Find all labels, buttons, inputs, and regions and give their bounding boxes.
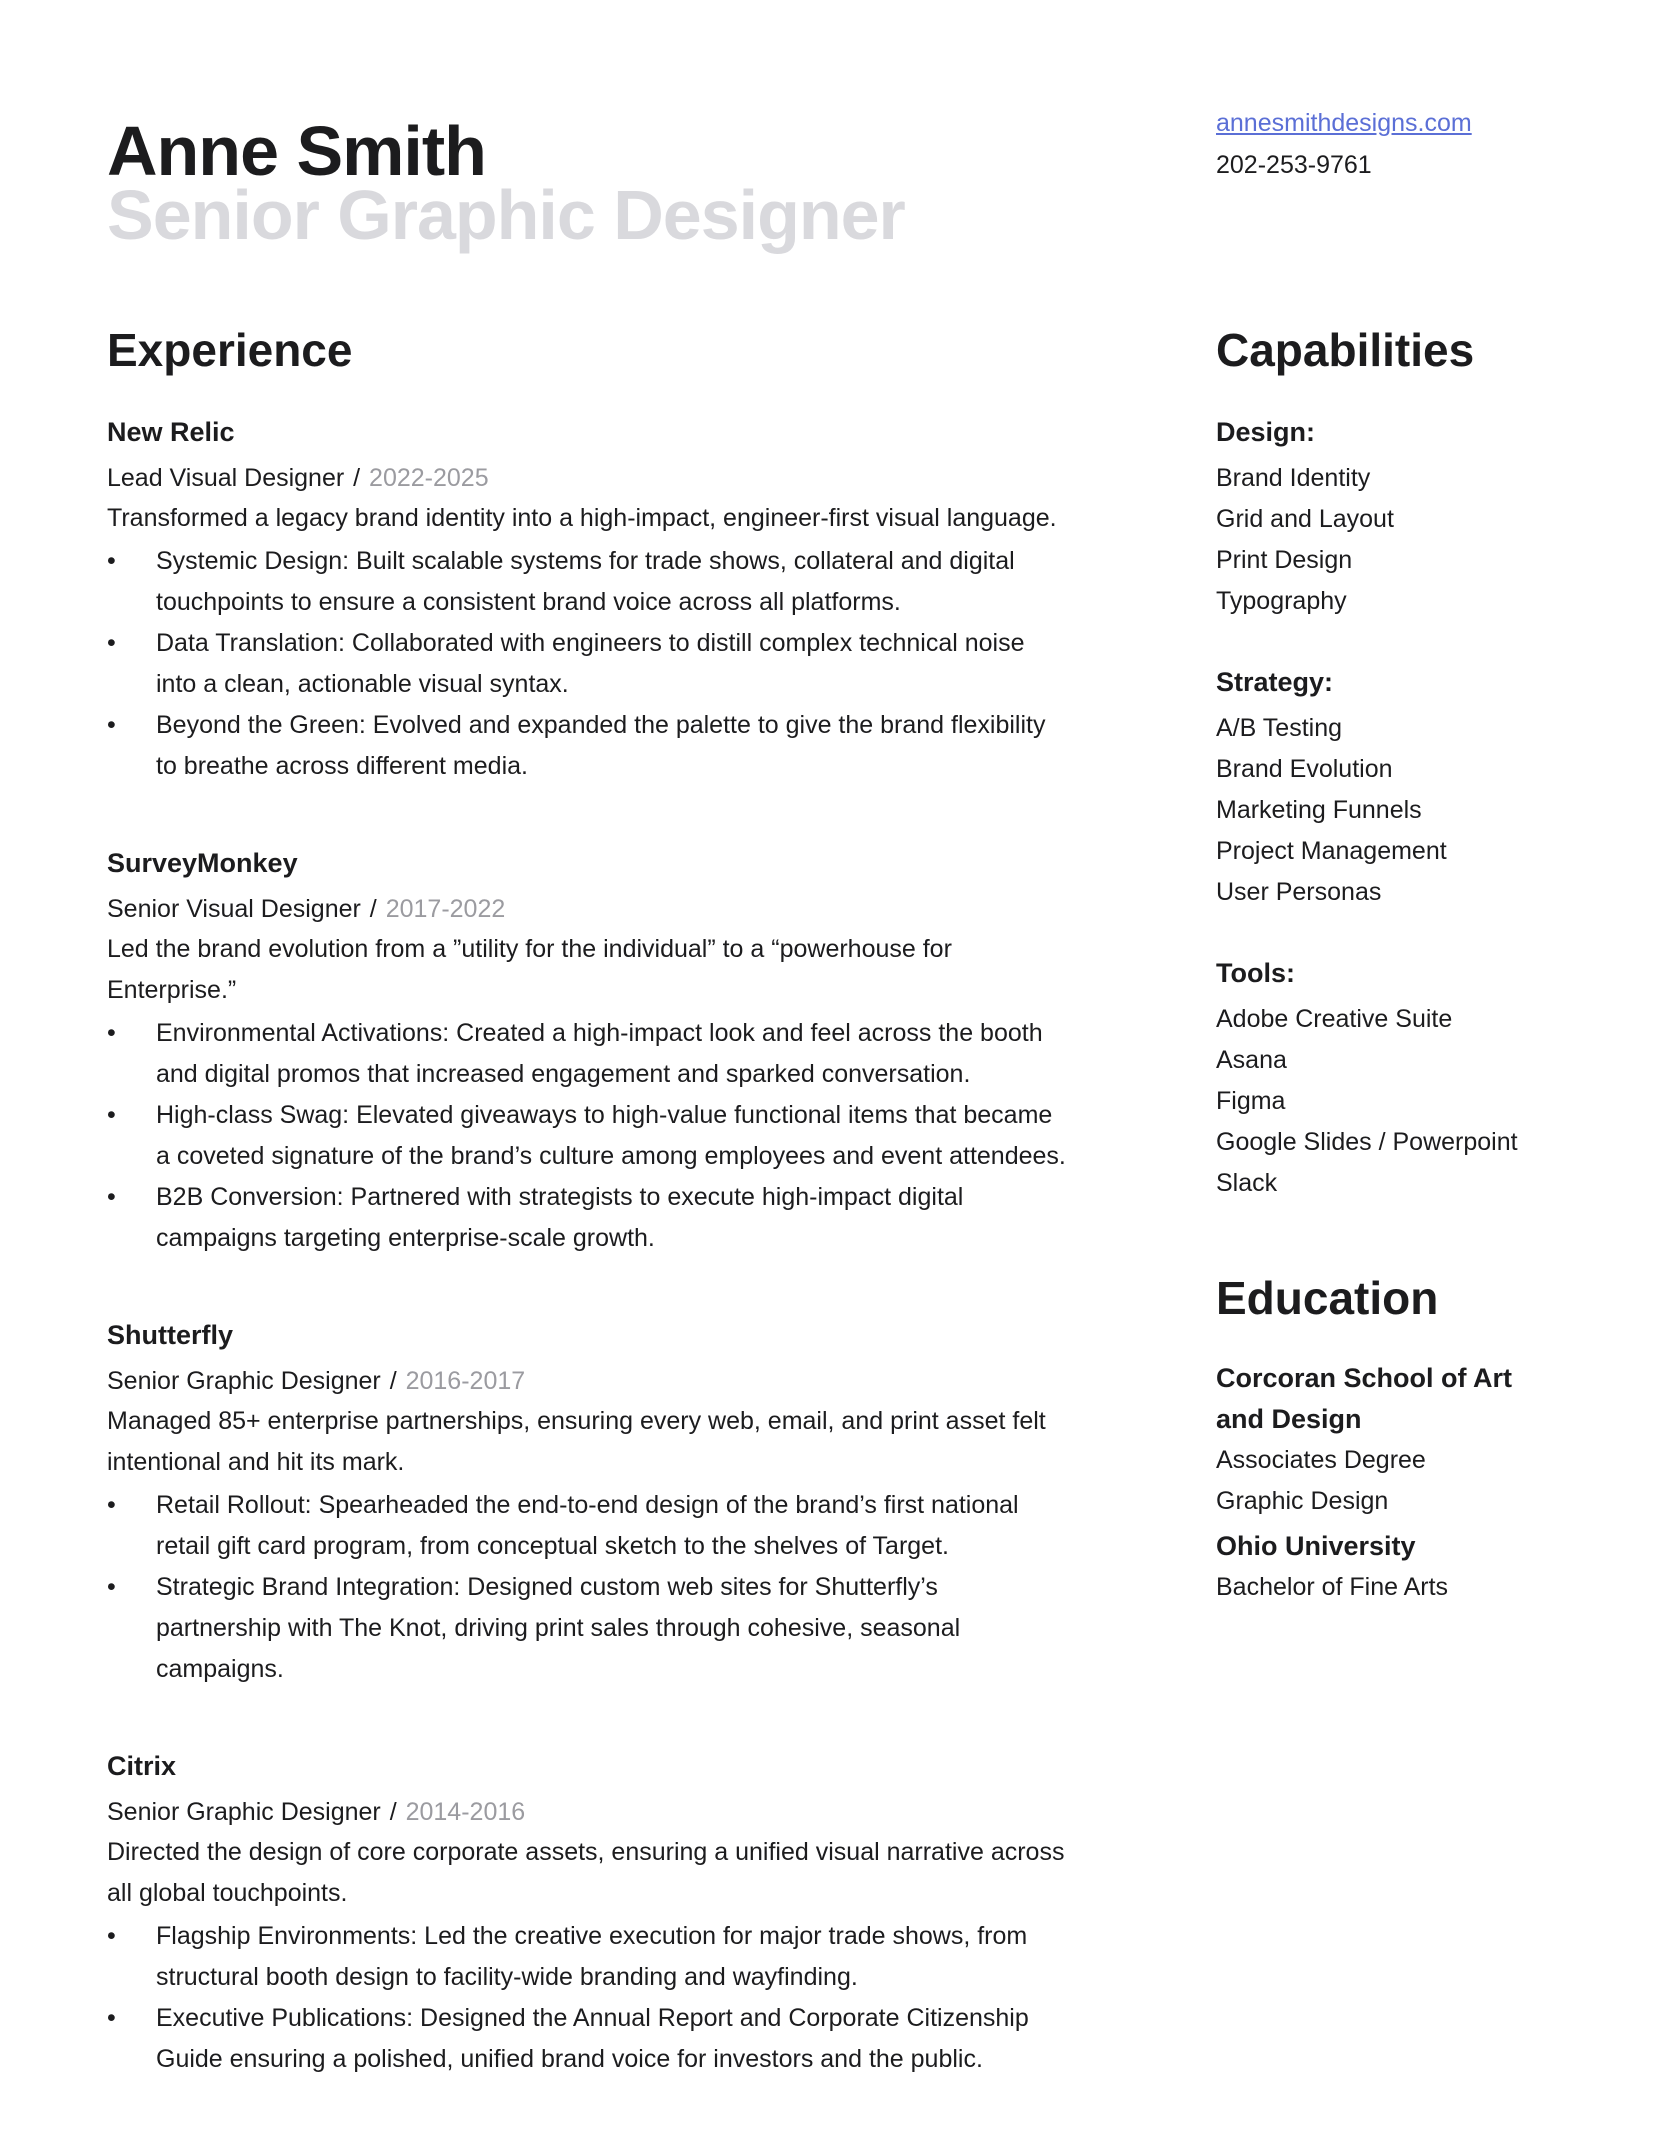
phone-number: 202-253-9761 [1216, 151, 1372, 179]
capability-item: A/B Testing [1216, 714, 1343, 742]
job-bullet [107, 1095, 1067, 1177]
job-role-line [107, 458, 1067, 498]
job-role-line [107, 889, 1067, 929]
job-years: 2022-2025 [369, 464, 489, 492]
job-role-line [107, 1792, 1067, 1832]
capability-item: Typography [1216, 587, 1347, 615]
job-entry [107, 412, 1067, 787]
bullet-text: Systemic Design: Built scalable systems for trade shows, collateral and digital touchpoints to ensure a consistent brand voice across all platforms. [156, 547, 1015, 616]
capability-group-label: Tools: [1216, 958, 1295, 988]
experience-heading: Experience [107, 324, 353, 376]
job-entry [107, 1315, 1067, 1690]
role-separator: / [346, 464, 368, 492]
education-entry [1216, 1358, 1516, 1522]
capability-group [1216, 412, 1616, 622]
sidebar-column [1216, 320, 1616, 1608]
job-role: Senior Graphic Designer [107, 1798, 381, 1826]
bullet-text: Executive Publications: Designed the Annual Report and Corporate Citizenship Guide ensuring a polished, unified brand voice for investors and the public. [156, 2004, 1029, 2073]
capability-group-label: Design: [1216, 417, 1316, 447]
bullet-dot: • [107, 1491, 116, 1519]
job-role-line [107, 1361, 1067, 1401]
bullet-text: Strategic Brand Integration: Designed custom web sites for Shutterfly’s partnership with The Knot, driving print sales through cohesive, seasonal campaigns. [156, 1573, 961, 1683]
job-bullet [107, 1916, 1067, 1998]
bullet-text: Environmental Activations: Created a high-impact look and feel across the booth and digital promos that increased engagement and sparked conversation. [156, 1019, 1043, 1088]
job-years: 2016-2017 [405, 1367, 526, 1395]
capability-item: Adobe Creative Suite [1216, 1005, 1453, 1033]
bullet-text: B2B Conversion: Partnered with strategists to execute high-impact digital campaigns targeting enterprise-scale growth. [156, 1183, 964, 1252]
job-years: 2017-2022 [385, 895, 506, 923]
bullet-text: Data Translation: Collaborated with engineers to distill complex technical noise into a clean, actionable visual syntax. [156, 629, 1025, 698]
job-summary: Managed 85+ enterprise partnerships, ensuring every web, email, and print asset felt intentional and hit its mark. [107, 1407, 1046, 1476]
job-bullet [107, 1485, 1067, 1567]
job-years: 2014-2016 [405, 1798, 526, 1826]
capability-list [1216, 999, 1616, 1204]
capability-group-label: Strategy: [1216, 667, 1334, 697]
bullet-dot: • [107, 1922, 116, 1950]
job-entry [107, 1746, 1067, 2080]
capability-list [1216, 708, 1616, 913]
job-summary: Transformed a legacy brand identity into a high-impact, engineer-first visual language. [107, 504, 1057, 532]
school-name: Ohio University [1216, 1531, 1416, 1561]
capability-group [1216, 662, 1616, 913]
bullet-dot: • [107, 1101, 116, 1129]
capability-item: Brand Identity [1216, 464, 1371, 492]
degree-line: Associates Degree [1216, 1446, 1426, 1474]
bullet-dot: • [107, 2004, 116, 2032]
bullet-dot: • [107, 1183, 116, 1211]
job-company: Citrix [107, 1751, 177, 1781]
job-summary: Directed the design of core corporate assets, ensuring a unified visual narrative across all global touchpoints. [107, 1838, 1065, 1907]
capability-item: Asana [1216, 1046, 1287, 1074]
job-role: Senior Graphic Designer [107, 1367, 381, 1395]
job-bullet [107, 1998, 1067, 2080]
capability-item: Grid and Layout [1216, 505, 1394, 533]
bullet-dot: • [107, 1573, 116, 1601]
bullet-dot: • [107, 629, 116, 657]
capability-list [1216, 458, 1616, 622]
job-company: New Relic [107, 417, 235, 447]
job-bullets [107, 1916, 1067, 2080]
person-title: Senior Graphic Designer [107, 176, 905, 254]
degree-line: Bachelor of Fine Arts [1216, 1573, 1449, 1601]
job-bullet [107, 541, 1067, 623]
bullet-text: High-class Swag: Elevated giveaways to high-value functional items that became a coveted signature of the brand’s culture among employees and event attendees. [156, 1101, 1066, 1170]
job-entry [107, 843, 1067, 1259]
bullet-dot: • [107, 1019, 116, 1047]
capability-item: Slack [1216, 1169, 1278, 1197]
job-company: Shutterfly [107, 1320, 234, 1350]
job-company: SurveyMonkey [107, 848, 298, 878]
role-separator: / [382, 1798, 404, 1826]
person-name: Anne Smith [107, 112, 486, 190]
bullet-text: Flagship Environments: Led the creative execution for major trade shows, from structural booth design to facility-wide branding and wayfinding. [156, 1922, 1028, 1991]
job-bullet [107, 705, 1067, 787]
capability-item: Brand Evolution [1216, 755, 1393, 783]
job-bullet [107, 1177, 1067, 1259]
website-link[interactable]: annesmithdesigns.com [1216, 109, 1472, 137]
education-heading: Education [1216, 1272, 1439, 1324]
bullet-dot: • [107, 547, 116, 575]
job-bullets [107, 1013, 1067, 1259]
job-bullets [107, 541, 1067, 787]
bullet-text: Beyond the Green: Evolved and expanded the palette to give the brand flexibility to breathe across different media. [156, 711, 1046, 780]
contact-block [1216, 102, 1472, 186]
capabilities-heading: Capabilities [1216, 324, 1475, 376]
job-role: Senior Visual Designer [107, 895, 361, 923]
capability-item: Project Management [1216, 837, 1447, 865]
education-entry [1216, 1526, 1616, 1608]
capability-item: User Personas [1216, 878, 1382, 906]
job-bullet [107, 1567, 1067, 1690]
degree-line: Graphic Design [1216, 1487, 1389, 1515]
experience-section [107, 320, 1067, 2080]
bullet-text: Retail Rollout: Spearheaded the end-to-end design of the brand’s first national retail gift card program, from conceptual sketch to the shelves of Target. [156, 1491, 1019, 1560]
role-separator: / [362, 895, 384, 923]
capability-item: Marketing Funnels [1216, 796, 1422, 824]
job-bullets [107, 1485, 1067, 1690]
role-separator: / [382, 1367, 404, 1395]
capability-group [1216, 953, 1616, 1204]
capability-item: Print Design [1216, 546, 1353, 574]
bullet-dot: • [107, 711, 116, 739]
job-bullet [107, 623, 1067, 705]
job-role: Lead Visual Designer [107, 464, 345, 492]
job-bullet [107, 1013, 1067, 1095]
job-summary: Led the brand evolution from a ”utility for the individual” to a “powerhouse for Enterprise.” [107, 935, 952, 1004]
capability-item: Google Slides / Powerpoint [1216, 1128, 1518, 1156]
capability-item: Figma [1216, 1087, 1286, 1115]
school-name: Corcoran School of Art and Design [1216, 1363, 1513, 1434]
